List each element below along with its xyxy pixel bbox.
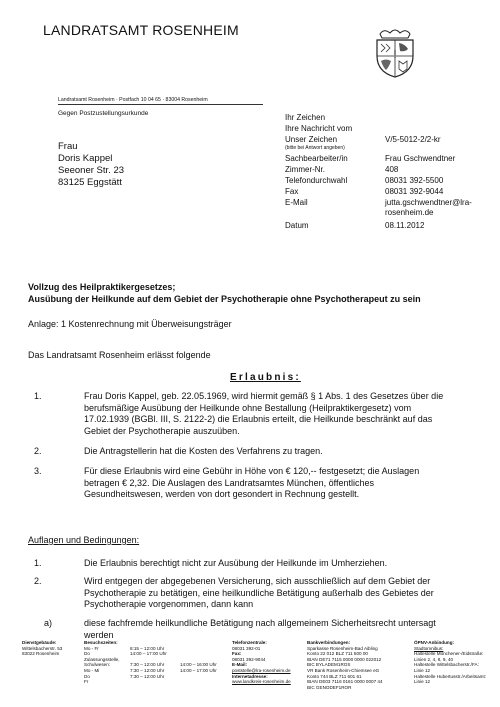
footer-line: Fax: <box>232 651 242 657</box>
list-item <box>0 391 500 441</box>
footer-line: 14:00 – 17:00 Uhr <box>130 651 167 657</box>
footer-line <box>180 674 230 680</box>
ihr-zeichen-label: Ihr Zeichen <box>285 113 326 122</box>
item-number: 3. <box>34 466 42 476</box>
footer-line: Internetadresse: <box>232 673 268 679</box>
item-line: Psychotherapie zu betätigen, eine heilkundliche Betätigung außerhalb des Gebietes der <box>84 587 434 598</box>
list-item <box>0 618 500 642</box>
item-number: 2. <box>34 446 42 456</box>
unser-zeichen-value: V/5-5012-2/2-kr <box>385 135 441 144</box>
item-line: Die Antragstellerin hat die Kosten des Verfahrens zu tragen. <box>84 446 323 456</box>
list-item <box>0 446 500 460</box>
footer-line: Zulassungsstelle, Schulwesen: <box>84 656 120 668</box>
footer-line: 83022 Rosenheim <box>22 651 60 657</box>
footer-line: Linie 12 <box>414 667 431 673</box>
footer-contact-col <box>232 640 302 685</box>
list-item <box>0 558 500 572</box>
sachbearbeiter-value: Frau Gschwendtner <box>385 154 456 163</box>
footer-email-link[interactable]: poststelle@lra-rosenheim.de <box>232 667 291 673</box>
item-number: 1. <box>34 558 42 568</box>
fax-value: 08031 392-9044 <box>385 187 444 196</box>
delivery-note: Gegen Postzustellungsurkunde <box>58 110 149 117</box>
footer-line: 7:30 – 12:00 Uhr <box>130 662 165 668</box>
ihre-nachricht-label: Ihre Nachricht vom <box>285 124 353 133</box>
footer-line: Wittelsbacherstr. 53 <box>22 645 63 651</box>
item-line: berufsmäßige Ausübung der Heilkunde ohne Bestallung (Heilpraktikergesetz) vom <box>84 402 412 413</box>
recipient-salutation: Frau <box>58 141 78 152</box>
footer-line: ÖPNV-Anbindung: <box>414 640 455 645</box>
footer-line: Linie 12 <box>414 679 431 685</box>
erlaubnis-heading: Erlaubnis: <box>230 372 301 383</box>
footer-line: Dienstgebäude: <box>22 640 57 645</box>
footer-line: Linien 2, 4, 8, 9, 40 <box>414 656 454 662</box>
item-line: Frau Doris Kappel, geb. 22.05.1969, wird hiermit gemäß § 1 Abs. 1 des Gesetzes über die <box>84 391 444 401</box>
footer-line: 14:00 – 16:00 Uhr <box>180 662 217 668</box>
footer-line: Telefonzentrale: <box>232 640 267 645</box>
item-line: Die Erlaubnis berechtigt nicht zur Ausübung der Heilkunde im Umherziehen. <box>84 558 388 568</box>
footer-address-col <box>22 640 82 657</box>
footer-line: IBAN DE71 7115 0000 0000 022012 <box>307 656 382 662</box>
footer-line: Besuchszeiten: <box>84 640 118 645</box>
footer-line: Sparkasse Rosenheim-Bad Aibling <box>307 645 378 651</box>
sender-address-line: Landratsamt Rosenheim · Postfach 10 04 65 · 83004 Rosenheim <box>58 97 263 105</box>
email-label: E-Mail <box>285 198 308 207</box>
list-item <box>0 576 500 616</box>
email-value-line2: rosenheim.de <box>385 208 434 217</box>
sachbearbeiter-label: Sachbearbeiter/in <box>285 154 348 163</box>
footer-line: 08031 392-01 <box>232 645 261 651</box>
footer-line: Fr <box>84 679 89 685</box>
auflagen-heading: Auflagen und Bedingungen: <box>28 535 140 545</box>
footer-line: 8:15 – 12:00 Uhr <box>130 645 165 651</box>
item-line: werden <box>84 629 114 640</box>
subject-block <box>28 281 421 305</box>
footer-line: BIC BYLADEM1ROS <box>307 662 351 668</box>
unser-zeichen-label: Unser Zeichen <box>285 135 338 144</box>
item-line: 17.02.1939 (BGBl. III, S. 2122-2) die Erlaubnis erteilt, die Heilkunde beschränkt auf das <box>84 414 433 424</box>
unser-zeichen-note: (bitte bei Antwort angeben) <box>285 145 345 151</box>
footer-bank-col <box>307 640 407 690</box>
list-item <box>0 466 500 506</box>
footer-times-col-2 <box>180 640 230 679</box>
footer-line: Haltestelle Hubertusstr./Arbeitsamt: <box>414 673 486 679</box>
footer-line: Do <box>84 673 90 679</box>
recipient-city: 83125 Eggstätt <box>58 177 122 188</box>
recipient-street: Seeoner Str. 23 <box>58 165 125 176</box>
footer-transit-col <box>414 640 492 685</box>
footer <box>22 640 492 702</box>
footer-line: 14:00 – 17:00 Uhr <box>180 667 217 673</box>
item-line: diese fachfremde heilkundliche Betätigung nach allgemeinem Sicherheitsrecht untersagt <box>84 618 436 628</box>
footer-line: Mo - Fr <box>84 645 99 651</box>
item-number: a) <box>44 618 53 628</box>
subject-line2: Ausübung der Heilkunde auf dem Gebiet der Psychotherapie ohne Psychotherapeut zu sein <box>28 294 421 304</box>
fax-label: Fax <box>285 187 299 196</box>
email-value-line1: jutta.gschwendtner@lra- <box>385 198 472 207</box>
item-number: 2. <box>34 576 42 586</box>
footer-line: VR Bank Rosenheim-Chiemsee eG <box>307 667 380 673</box>
recipient-name: Doris Kappel <box>58 153 113 164</box>
telefon-value: 08031 392-5500 <box>385 176 444 185</box>
footer-line: Stadtomnibus: <box>414 645 444 651</box>
footer-line: 7:30 – 12:00 Uhr <box>130 673 165 679</box>
zimmer-label: Zimmer-Nr. <box>285 165 325 174</box>
footer-line: 08031 392-9044 <box>232 656 266 662</box>
item-line: Gesundheitswesen, werden von dort gesondert in Rechnung gestellt. <box>84 489 360 499</box>
footer-line: Konto 22 012 BLZ 711 500 00 <box>307 651 368 657</box>
bavarian-coat-of-arms-icon <box>372 28 418 78</box>
footer-times-col <box>130 640 180 679</box>
item-number: 1. <box>34 391 42 401</box>
footer-line: E-Mail: <box>232 662 248 668</box>
recipient-address <box>58 141 124 189</box>
zimmer-value: 408 <box>385 165 399 174</box>
item-line: Für diese Erlaubnis wird eine Gebühr in Höhe von € 120,-- festgesetzt; die Auslagen <box>84 466 420 476</box>
footer-line: Haltestelle Münchener-/Eidstraße: <box>414 651 484 657</box>
footer-line: Konto 744 BLZ 711 601 61 <box>307 673 362 679</box>
telefon-label: Telefondurchwahl <box>285 176 348 185</box>
footer-line: IBAN DE03 7116 0161 0000 0007 44 <box>307 679 383 685</box>
intro-line: Das Landratsamt Rosenheim erlässt folgende <box>28 350 211 360</box>
subject-line1: Vollzug des Heilpraktikergesetzes; <box>28 282 176 292</box>
footer-website-link[interactable]: www.landkreis-rosenheim.de <box>232 679 291 685</box>
footer-line: Mo - Mi <box>84 667 100 673</box>
footer-line: Bankverbindungen: <box>307 640 351 645</box>
item-line: Psychotherapie vorgenommen, dann kann <box>84 599 254 609</box>
letterhead-title: LANDRATSAMT ROSENHEIM <box>43 22 239 38</box>
datum-value: 08.11.2012 <box>385 221 425 230</box>
anlage-line: Anlage: 1 Kostenrechnung mit Überweisungsträger <box>28 319 232 329</box>
footer-line: Haltestelle Wittelsbacherstr./FA: <box>414 662 479 668</box>
footer-line: 7:30 – 12:00 Uhr <box>130 667 165 673</box>
item-line: Gebiet der Psychotherapie auszuüben. <box>84 425 240 436</box>
item-line: Wird entgegen der abgegebenen Versicherung, sich ausschließlich auf dem Gebiet der <box>84 576 431 586</box>
datum-label: Datum <box>285 221 309 230</box>
footer-line: Do <box>84 651 90 657</box>
footer-line: BIC GENODEF1ROR <box>307 684 352 690</box>
item-line: betragen € 2,32. Die Auslagen des Landratsamtes München, öffentliches <box>84 477 375 488</box>
